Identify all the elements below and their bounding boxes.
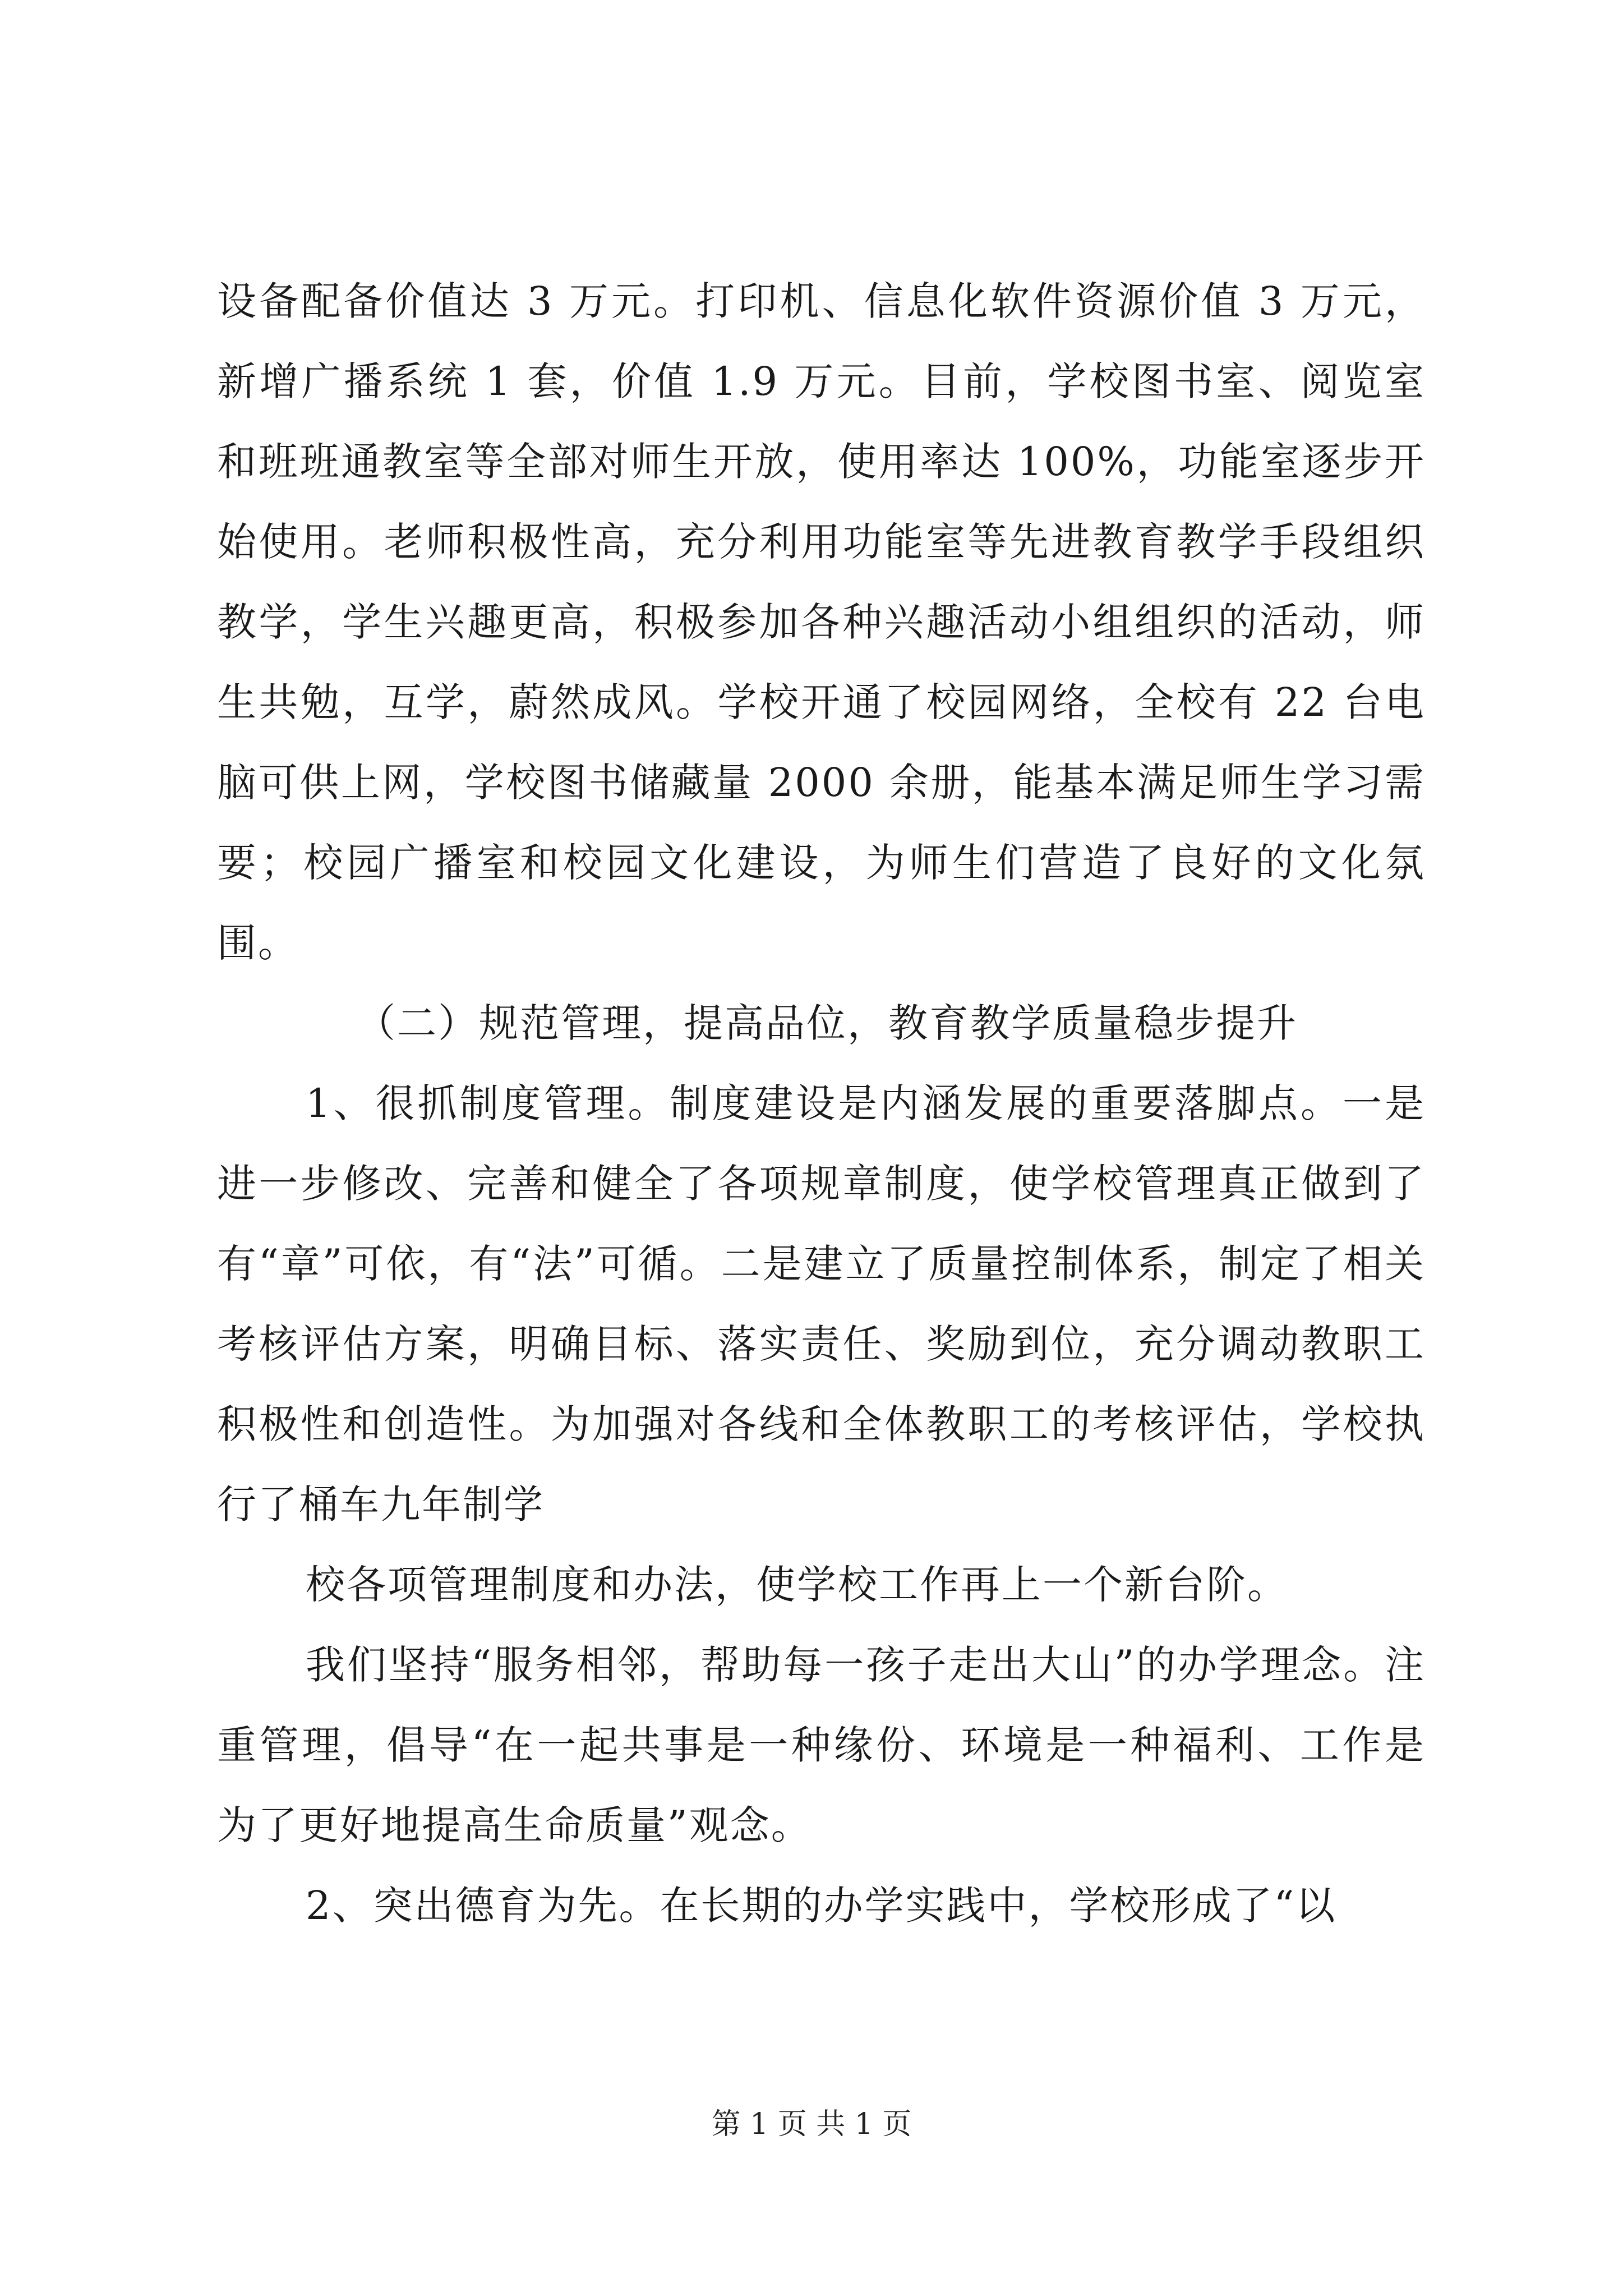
paragraph-system-management: 1、很抓制度管理。制度建设是内涵发展的重要落脚点。一是进一步修改、完善和健全了各项规章制度，使学校管理真正做到了有“章”可依，有“法”可循。二是建立了质量控制体系，制定了相关考核评估方案，明确目标、落实责任、奖励到位，充分调动教职工积极性和创造性。为加强对各线和全体教职工的考核评估，学校执行了桶车九年制学 xyxy=(217,1080,1426,1527)
paragraph-school-philosophy: 我们坚持“服务相邻，帮助每一孩子走出大山”的办学理念。注重管理，倡导“在一起共事是一种缘份、环境是一种福利、工作是为了更好地提高生命质量”观念。 xyxy=(217,1642,1426,1848)
section-heading: （二）规范管理，提高品位，教育教学质量稳步提升 xyxy=(356,1000,1298,1046)
paragraph-equipment: 设备配备价值达 3 万元。打印机、信息化软件资源价值 3 万元，新增广播系统 1 套，价值 1.9 万元。目前，学校图书室、阅览室和班班通教室等全部对师生开放，使用率达 100%，功能室逐步开始使用。老师积极性高，充分利用功能室等先进教育教学手段组织教学，学生兴趣更高，积极参加各种兴趣活动小组组织的活动，师生共勉，互学，蔚然成风。学校开通了校园网络，全校有 22 台电脑可供上网，学校图书储藏量 2000 余册，能基本满足师生学习需要；校园广播室和校园文化建设，为师生们营造了良好的文化氛围。 xyxy=(217,278,1426,966)
document-body xyxy=(217,261,1426,1946)
page-number-footer: 第 1 页 共 1 页 xyxy=(711,2108,912,2141)
paragraph-moral-education: 2、突出德育为先。在长期的办学实践中，学校形成了“以 xyxy=(306,1883,1337,1929)
paragraph-management-measures: 校各项管理制度和办法，使学校工作再上一个新台阶。 xyxy=(306,1562,1288,1608)
